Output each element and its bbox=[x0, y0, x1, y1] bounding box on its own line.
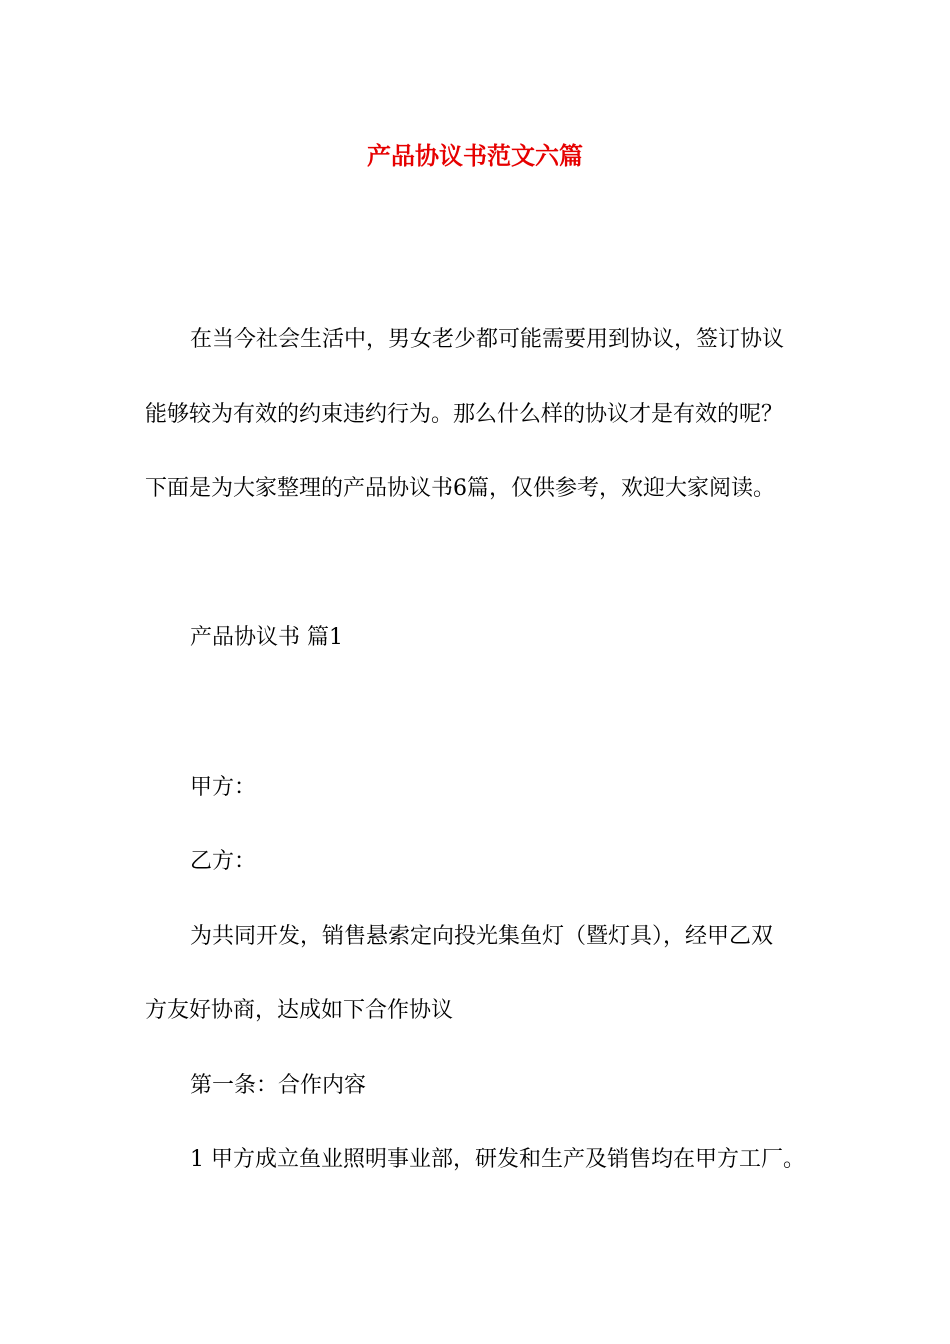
purpose-line-1: 为共同开发，销售悬索定向投光集鱼灯（暨灯具），经甲乙双 bbox=[190, 924, 774, 949]
party-a-label: 甲方： bbox=[190, 775, 257, 800]
article-1-item-1: 1 甲方成立鱼业照明事业部，研发和生产及销售均在甲方工厂。 bbox=[190, 1147, 805, 1172]
intro-line-2: 能够较为有效的约束违约行为。那么什么样的协议才是有效的呢？ bbox=[145, 402, 784, 427]
party-b-label: 乙方： bbox=[190, 849, 257, 874]
section-heading: 产品协议书 篇1 bbox=[190, 625, 343, 650]
intro-line-3: 下面是为大家整理的产品协议书6篇，仅供参考，欢迎大家阅读。 bbox=[145, 476, 775, 501]
document-title: 产品协议书范文六篇 bbox=[367, 141, 583, 170]
intro-line-1: 在当今社会生活中，男女老少都可能需要用到协议，签订协议 bbox=[190, 327, 785, 352]
article-1-heading: 第一条：合作内容 bbox=[190, 1073, 367, 1098]
purpose-line-2: 方友好协商，达成如下合作协议 bbox=[145, 998, 454, 1023]
